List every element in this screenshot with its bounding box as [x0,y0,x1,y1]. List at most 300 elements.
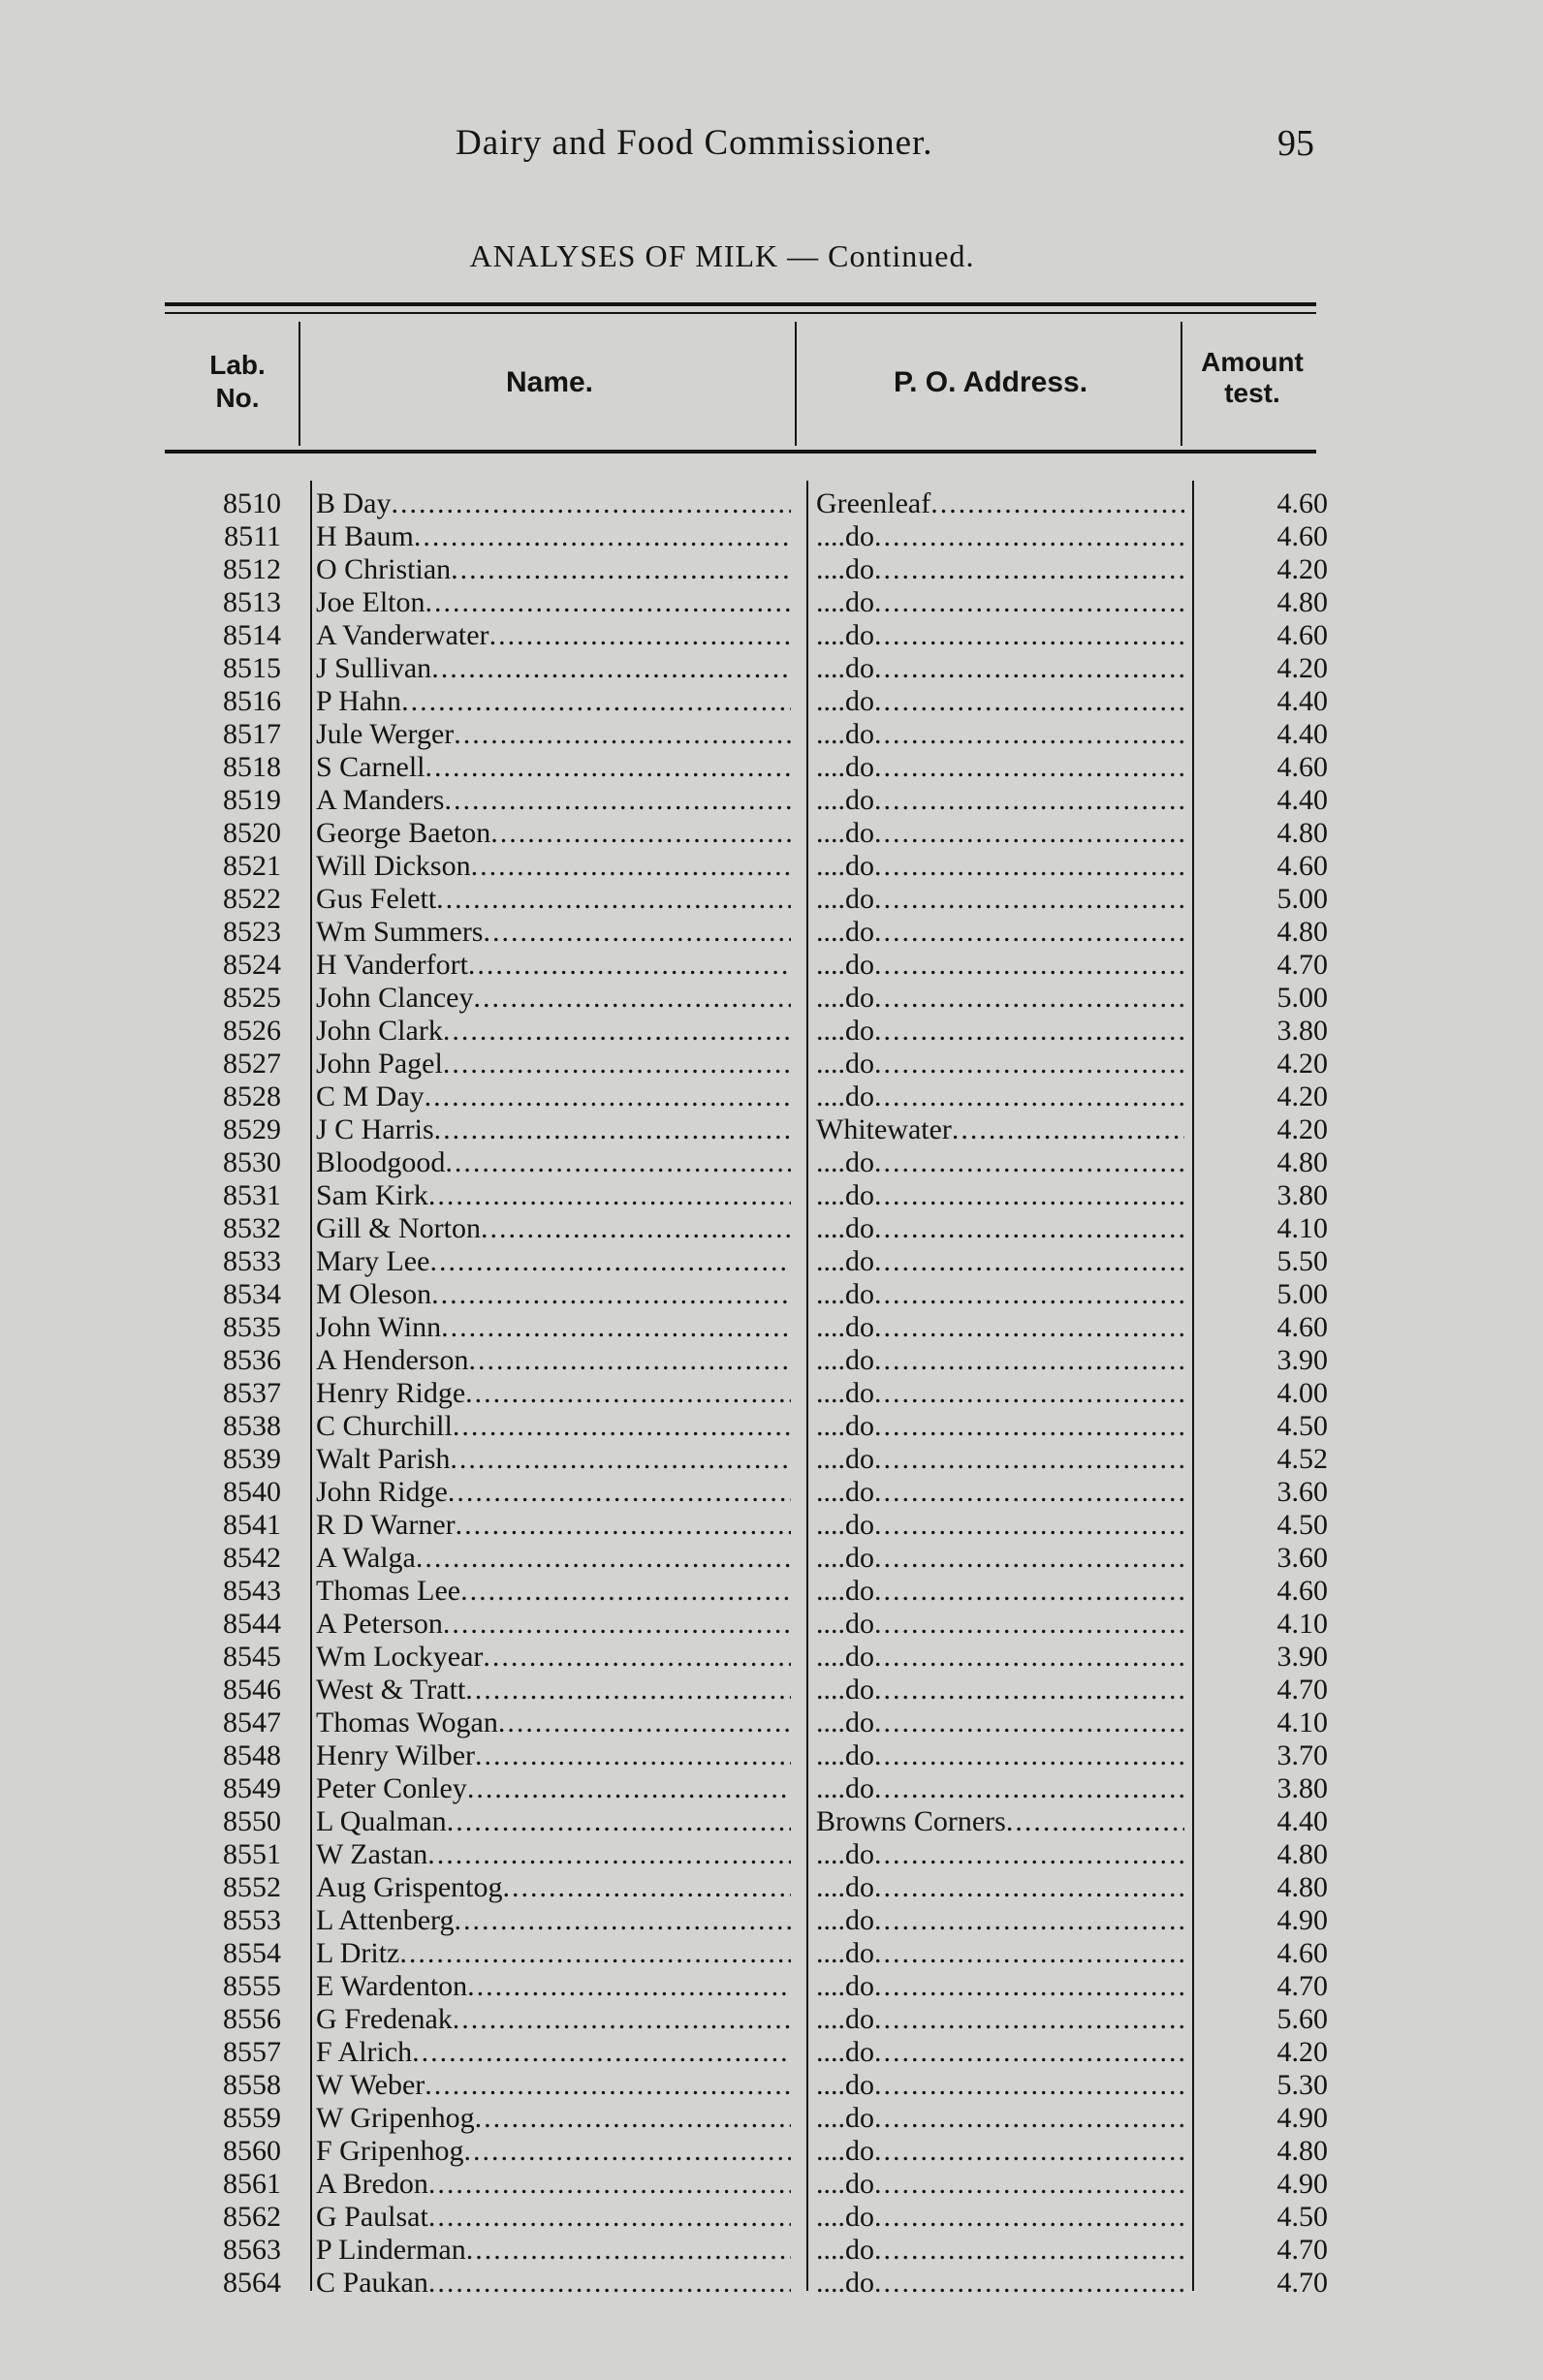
amount-cell-text: 4.60 [1276,487,1328,519]
column-header-lab-no: Lab. No. [209,350,266,413]
lab-no-cell [184,1179,281,1212]
leader-dots [468,1344,791,1376]
name-cell [316,1707,791,1739]
amount-cell [1202,2201,1328,2234]
amount-cell-text: 4.90 [1276,2168,1328,2200]
lab-no-cell-text: 8524 [223,949,281,981]
name-cell [316,2135,791,2168]
leader-dots [429,1245,791,1277]
address-cell [816,817,1184,850]
lab-no-cell [184,1608,281,1641]
amount-cell-text: 4.80 [1276,1838,1328,1870]
address-cell [816,2234,1184,2267]
name-cell [316,1575,791,1608]
leader-dots [464,2135,792,2167]
name-cell [316,1080,791,1113]
amount-cell-text: 4.20 [1276,1048,1328,1080]
name-cell [316,586,791,619]
column-header-name: Name. [505,366,594,398]
name-cell [316,751,791,784]
name-cell-text: Jule Werger [316,718,455,750]
lab-no-cell-text: 8555 [223,1970,281,2002]
name-cell [316,1048,791,1080]
leader-dots [502,1871,791,1903]
leader-dots [441,1311,791,1343]
leader-dots [467,1772,791,1804]
name-cell-text: P Hahn [316,685,402,717]
address-cell-text: ....do [816,553,874,585]
address-cell-text: ....do [816,1509,874,1541]
amount-cell-text: 4.70 [1276,2267,1328,2299]
amount-cell-text: 4.70 [1276,2234,1328,2266]
amount-cell [1202,685,1328,718]
lab-no-cell [184,1970,281,2003]
name-cell [316,619,791,652]
amount-cell [1202,982,1328,1015]
address-cell-text: ....do [816,2102,874,2134]
name-cell-text: S Carnell [316,751,425,783]
leader-dots [874,883,1184,915]
address-cell [816,1476,1184,1509]
lab-no-cell [184,1871,281,1904]
leader-dots [874,1410,1184,1442]
name-cell-text: Wm Summers [316,916,484,948]
amount-cell [1202,487,1328,520]
address-cell-text: Whitewater [816,1113,952,1145]
leader-dots [475,2102,791,2134]
leader-dots [434,1113,791,1145]
lab-no-cell-text: 8564 [223,2267,281,2299]
name-cell-text: John Clark [316,1015,443,1047]
address-cell-text: ....do [816,652,874,684]
lab-no-cell-text: 8559 [223,2102,281,2134]
amount-cell-text: 4.50 [1276,2201,1328,2233]
name-cell [316,1509,791,1542]
address-cell [816,1509,1184,1542]
name-cell-text: Aug Grispentog [316,1871,503,1903]
leader-dots [874,2036,1184,2068]
column-header-amount: Amount test. [1201,347,1304,408]
amount-cell-text: 4.40 [1276,718,1328,750]
amount-cell [1202,1674,1328,1707]
address-cell-text: ....do [816,1542,874,1574]
name-cell [316,883,791,916]
name-cell-text: John Clancey [316,982,474,1014]
lab-no-cell-text: 8558 [223,2069,281,2101]
address-cell [816,2135,1184,2168]
leader-dots [401,685,791,717]
lab-no-cell-text: 8526 [223,1015,281,1047]
lab-no-cell-text: 8562 [223,2201,281,2233]
leader-dots [1006,1805,1184,1837]
lab-no-cell [184,1080,281,1113]
name-cell-text: G Paulsat [316,2201,428,2233]
lab-no-cell [184,1048,281,1080]
amount-cell-text: 4.20 [1276,553,1328,585]
amount-cell-text: 5.00 [1276,1278,1328,1310]
leader-dots [465,1674,791,1706]
leader-dots [428,1179,791,1211]
amount-cell [1202,784,1328,817]
address-cell [816,1838,1184,1871]
name-cell-text: Wm Lockyear [316,1641,484,1673]
amount-cell [1202,2234,1328,2267]
lab-no-cell-text: 8534 [223,1278,281,1310]
leader-dots [456,1509,791,1541]
lab-no-cell-text: 8530 [223,1146,281,1178]
amount-cell-text: 4.20 [1276,1080,1328,1112]
amount-cell-text: 4.50 [1276,1410,1328,1442]
amount-cell-text: 4.60 [1276,619,1328,651]
lab-no-cell [184,2234,281,2267]
name-cell-text: Mary Lee [316,1245,430,1277]
address-cell-text: ....do [816,1146,874,1178]
amount-cell [1202,2036,1328,2069]
amount-cell-text: 4.60 [1276,850,1328,882]
leader-dots [468,949,791,981]
amount-cell-text: 4.70 [1276,1674,1328,1706]
lab-no-cell [184,1772,281,1805]
address-cell [816,2069,1184,2102]
address-cell [816,487,1184,520]
name-cell [316,1608,791,1641]
leader-dots [454,718,791,750]
name-cell [316,982,791,1015]
lab-no-cell [184,652,281,685]
name-cell-text: Will Dickson [316,850,471,882]
lab-no-cell-text: 8516 [223,685,281,717]
name-cell [316,2267,791,2300]
name-cell [316,1278,791,1311]
leader-dots [445,1146,791,1178]
amount-cell-text: 4.40 [1276,685,1328,717]
address-cell-text: ....do [816,1838,874,1870]
lab-no-cell [184,1805,281,1838]
address-cell-text: ....do [816,2267,874,2299]
leader-dots [874,1344,1184,1376]
amount-cell-text: 4.50 [1276,1509,1328,1541]
lab-no-cell [184,487,281,520]
lab-no-cell-text: 8556 [223,2003,281,2035]
leader-dots [874,1080,1184,1112]
leader-dots [874,916,1184,948]
column-divider [299,322,300,446]
leader-dots [874,1674,1184,1706]
leader-dots [466,2234,791,2266]
amount-cell-text: 4.20 [1276,2036,1328,2068]
address-cell [816,2003,1184,2036]
amount-cell [1202,751,1328,784]
name-cell-text: Gus Felett [316,883,437,915]
amount-cell [1202,850,1328,883]
leader-dots [874,1015,1184,1047]
address-cell-text: ....do [816,751,874,783]
amount-cell-text: 4.40 [1276,1805,1328,1837]
amount-cell-text: 4.10 [1276,1608,1328,1640]
address-cell [816,520,1184,553]
address-cell-text: ....do [816,520,874,552]
address-cell [816,1048,1184,1080]
leader-dots [874,1476,1184,1508]
address-cell-text: ....do [816,916,874,948]
address-cell [816,1805,1184,1838]
name-cell [316,652,791,685]
name-cell [316,949,791,982]
name-cell-text: A Vanderwater [316,619,489,651]
leader-dots [399,1937,791,1969]
address-cell-text: ....do [816,2234,874,2266]
leader-dots [425,2069,791,2101]
address-cell-text: ....do [816,1674,874,1706]
amount-cell [1202,1937,1328,1970]
name-cell-text: Peter Conley [316,1772,467,1804]
leader-dots [874,652,1184,684]
address-cell [816,949,1184,982]
name-cell-text: A Bredon [316,2168,428,2200]
address-cell [816,553,1184,586]
lab-no-cell-text: 8529 [223,1113,281,1145]
amount-cell [1202,916,1328,949]
lab-no-cell-text: 8515 [223,652,281,684]
address-cell-text: ....do [816,1015,874,1047]
leader-dots [498,1707,791,1738]
amount-cell [1202,1311,1328,1344]
name-cell-text: Bloodgood [316,1146,446,1178]
leader-dots [453,2003,791,2035]
name-cell [316,1113,791,1146]
lab-no-cell [184,1146,281,1179]
amount-cell-text: 4.70 [1276,1970,1328,2002]
name-cell-text: F Gripenhog [316,2135,464,2167]
leader-dots [874,1871,1184,1903]
name-cell [316,850,791,883]
amount-cell-text: 3.70 [1276,1739,1328,1771]
lab-no-cell-text: 8523 [223,916,281,948]
amount-cell-text: 3.90 [1276,1344,1328,1376]
name-cell [316,2201,791,2234]
lab-no-cell [184,916,281,949]
amount-cell-text: 4.20 [1276,1113,1328,1145]
amount-cell-text: 5.00 [1276,883,1328,915]
address-cell [816,1937,1184,1970]
amount-cell [1202,883,1328,916]
lab-no-cell-text: 8533 [223,1245,281,1277]
leader-dots [431,652,791,684]
name-cell-text: W Zastan [316,1838,428,1870]
address-cell [816,2036,1184,2069]
amount-cell [1202,2135,1328,2168]
leader-dots [460,1575,791,1607]
name-cell-text: L Qualman [316,1805,447,1837]
name-cell [316,916,791,949]
lab-no-cell-text: 8521 [223,850,281,882]
address-cell [816,2168,1184,2201]
address-cell-text: ....do [816,883,874,915]
name-cell-text: W Weber [316,2069,425,2101]
name-cell-text: F Alrich [316,2036,413,2068]
address-cell-text: ....do [816,1179,874,1211]
running-head: Dairy and Food Commissioner. [456,123,933,163]
amount-cell-text: 5.30 [1276,2069,1328,2101]
name-cell [316,1410,791,1443]
lab-no-cell [184,949,281,982]
address-cell-text: ....do [816,1641,874,1673]
address-cell-text: ....do [816,1278,874,1310]
lab-no-cell-text: 8536 [223,1344,281,1376]
amount-cell [1202,1048,1328,1080]
leader-dots [874,1739,1184,1771]
lab-no-cell [184,850,281,883]
address-cell-text: ....do [816,1443,874,1475]
address-cell [816,685,1184,718]
lab-no-cell [184,1245,281,1278]
leader-dots [874,586,1184,618]
leader-dots [874,1443,1184,1475]
name-cell-text: George Baeton [316,817,491,849]
name-cell [316,1904,791,1937]
name-cell-text: L Dritz [316,1937,400,1969]
leader-dots [443,1015,791,1047]
amount-cell-text: 4.60 [1276,1937,1328,1969]
leader-dots [952,1113,1184,1145]
name-cell-text: A Peterson [316,1608,443,1640]
name-cell [316,1344,791,1377]
lab-no-cell-text: 8518 [223,751,281,783]
amount-cell-text: 4.60 [1276,1311,1328,1343]
name-cell [316,2234,791,2267]
lab-no-cell-text: 8527 [223,1048,281,1080]
amount-cell [1202,1245,1328,1278]
lab-no-cell [184,1278,281,1311]
amount-cell [1202,1278,1328,1311]
name-cell [316,2102,791,2135]
name-cell [316,487,791,520]
lab-no-cell-text: 8512 [223,553,281,585]
name-cell [316,2069,791,2102]
leader-dots [874,1772,1184,1804]
amount-cell [1202,1805,1328,1838]
leader-dots [874,850,1184,882]
address-cell [816,1113,1184,1146]
name-cell [316,1146,791,1179]
name-cell-text: J Sullivan [316,652,432,684]
name-cell-text: H Vanderfort [316,949,468,981]
amount-cell-text: 3.80 [1276,1015,1328,1047]
lab-no-cell [184,784,281,817]
leader-dots [483,1641,791,1673]
lab-no-cell [184,2036,281,2069]
page-number: 95 [1277,123,1314,164]
amount-cell [1202,718,1328,751]
name-cell-text: Thomas Wogan [316,1707,498,1738]
leader-dots [874,1212,1184,1244]
name-cell [316,718,791,751]
header-bottom-rule [165,450,1316,454]
leader-dots [490,817,791,849]
amount-cell [1202,1344,1328,1377]
lab-no-cell-text: 8522 [223,883,281,915]
name-cell-text: Henry Ridge [316,1377,466,1409]
lab-no-cell-text: 8547 [223,1707,281,1738]
address-cell-text: ....do [816,1970,874,2002]
amount-cell [1202,2069,1328,2102]
amount-cell-text: 4.90 [1276,2102,1328,2134]
lab-no-cell [184,718,281,751]
address-cell [816,1904,1184,1937]
name-cell [316,1542,791,1575]
lab-no-cell [184,1542,281,1575]
amount-cell-text: 3.60 [1276,1542,1328,1574]
leader-dots [874,1311,1184,1343]
leader-dots [412,2036,791,2068]
amount-cell-text: 5.50 [1276,1245,1328,1277]
amount-cell [1202,1080,1328,1113]
address-cell [816,1311,1184,1344]
leader-dots [874,1048,1184,1080]
lab-no-cell-text: 8532 [223,1212,281,1244]
lab-no-cell-text: 8545 [223,1641,281,1673]
name-cell-text: Thomas Lee [316,1575,461,1607]
lab-no-cell [184,1509,281,1542]
amount-cell [1202,1641,1328,1674]
leader-dots [874,784,1184,816]
name-cell [316,2036,791,2069]
address-cell-text: ....do [816,1871,874,1903]
leader-dots [874,949,1184,981]
leader-dots [489,619,791,651]
amount-cell [1202,586,1328,619]
name-cell [316,1805,791,1838]
lab-no-cell-text: 8525 [223,982,281,1014]
lab-no-cell [184,1344,281,1377]
amount-cell-text: 4.80 [1276,2135,1328,2167]
address-cell-text: ....do [816,1476,874,1508]
lab-no-cell [184,1377,281,1410]
name-cell-text: L Attenberg [316,1904,455,1936]
address-cell [816,982,1184,1015]
leader-dots [874,2267,1184,2299]
amount-cell [1202,817,1328,850]
lab-no-cell [184,817,281,850]
address-cell [816,883,1184,916]
leader-dots [874,1377,1184,1409]
name-cell-text: E Wardenton [316,1970,468,2002]
address-cell-text: ....do [816,2201,874,2233]
amount-cell [1202,1707,1328,1739]
lab-no-cell-text: 8544 [223,1608,281,1640]
lab-no-cell [184,2069,281,2102]
name-cell-text: Henry Wilber [316,1739,476,1771]
leader-dots [874,718,1184,750]
leader-dots [874,1937,1184,1969]
name-cell-text: John Winn [316,1311,442,1343]
lab-no-cell-text: 8543 [223,1575,281,1607]
amount-cell [1202,1476,1328,1509]
table-title [0,238,1212,274]
amount-cell-text: 4.52 [1276,1443,1328,1475]
name-cell-text: J C Harris [316,1113,434,1145]
leader-dots [874,1509,1184,1541]
lab-no-cell [184,1410,281,1443]
address-cell-text: ....do [816,1311,874,1343]
name-cell [316,1739,791,1772]
leader-dots [874,2234,1184,2266]
lab-no-cell [184,1641,281,1674]
address-cell-text: ....do [816,619,874,651]
lab-no-cell-text: 8550 [223,1805,281,1837]
address-cell-text: ....do [816,685,874,717]
lab-no-cell-text: 8548 [223,1739,281,1771]
